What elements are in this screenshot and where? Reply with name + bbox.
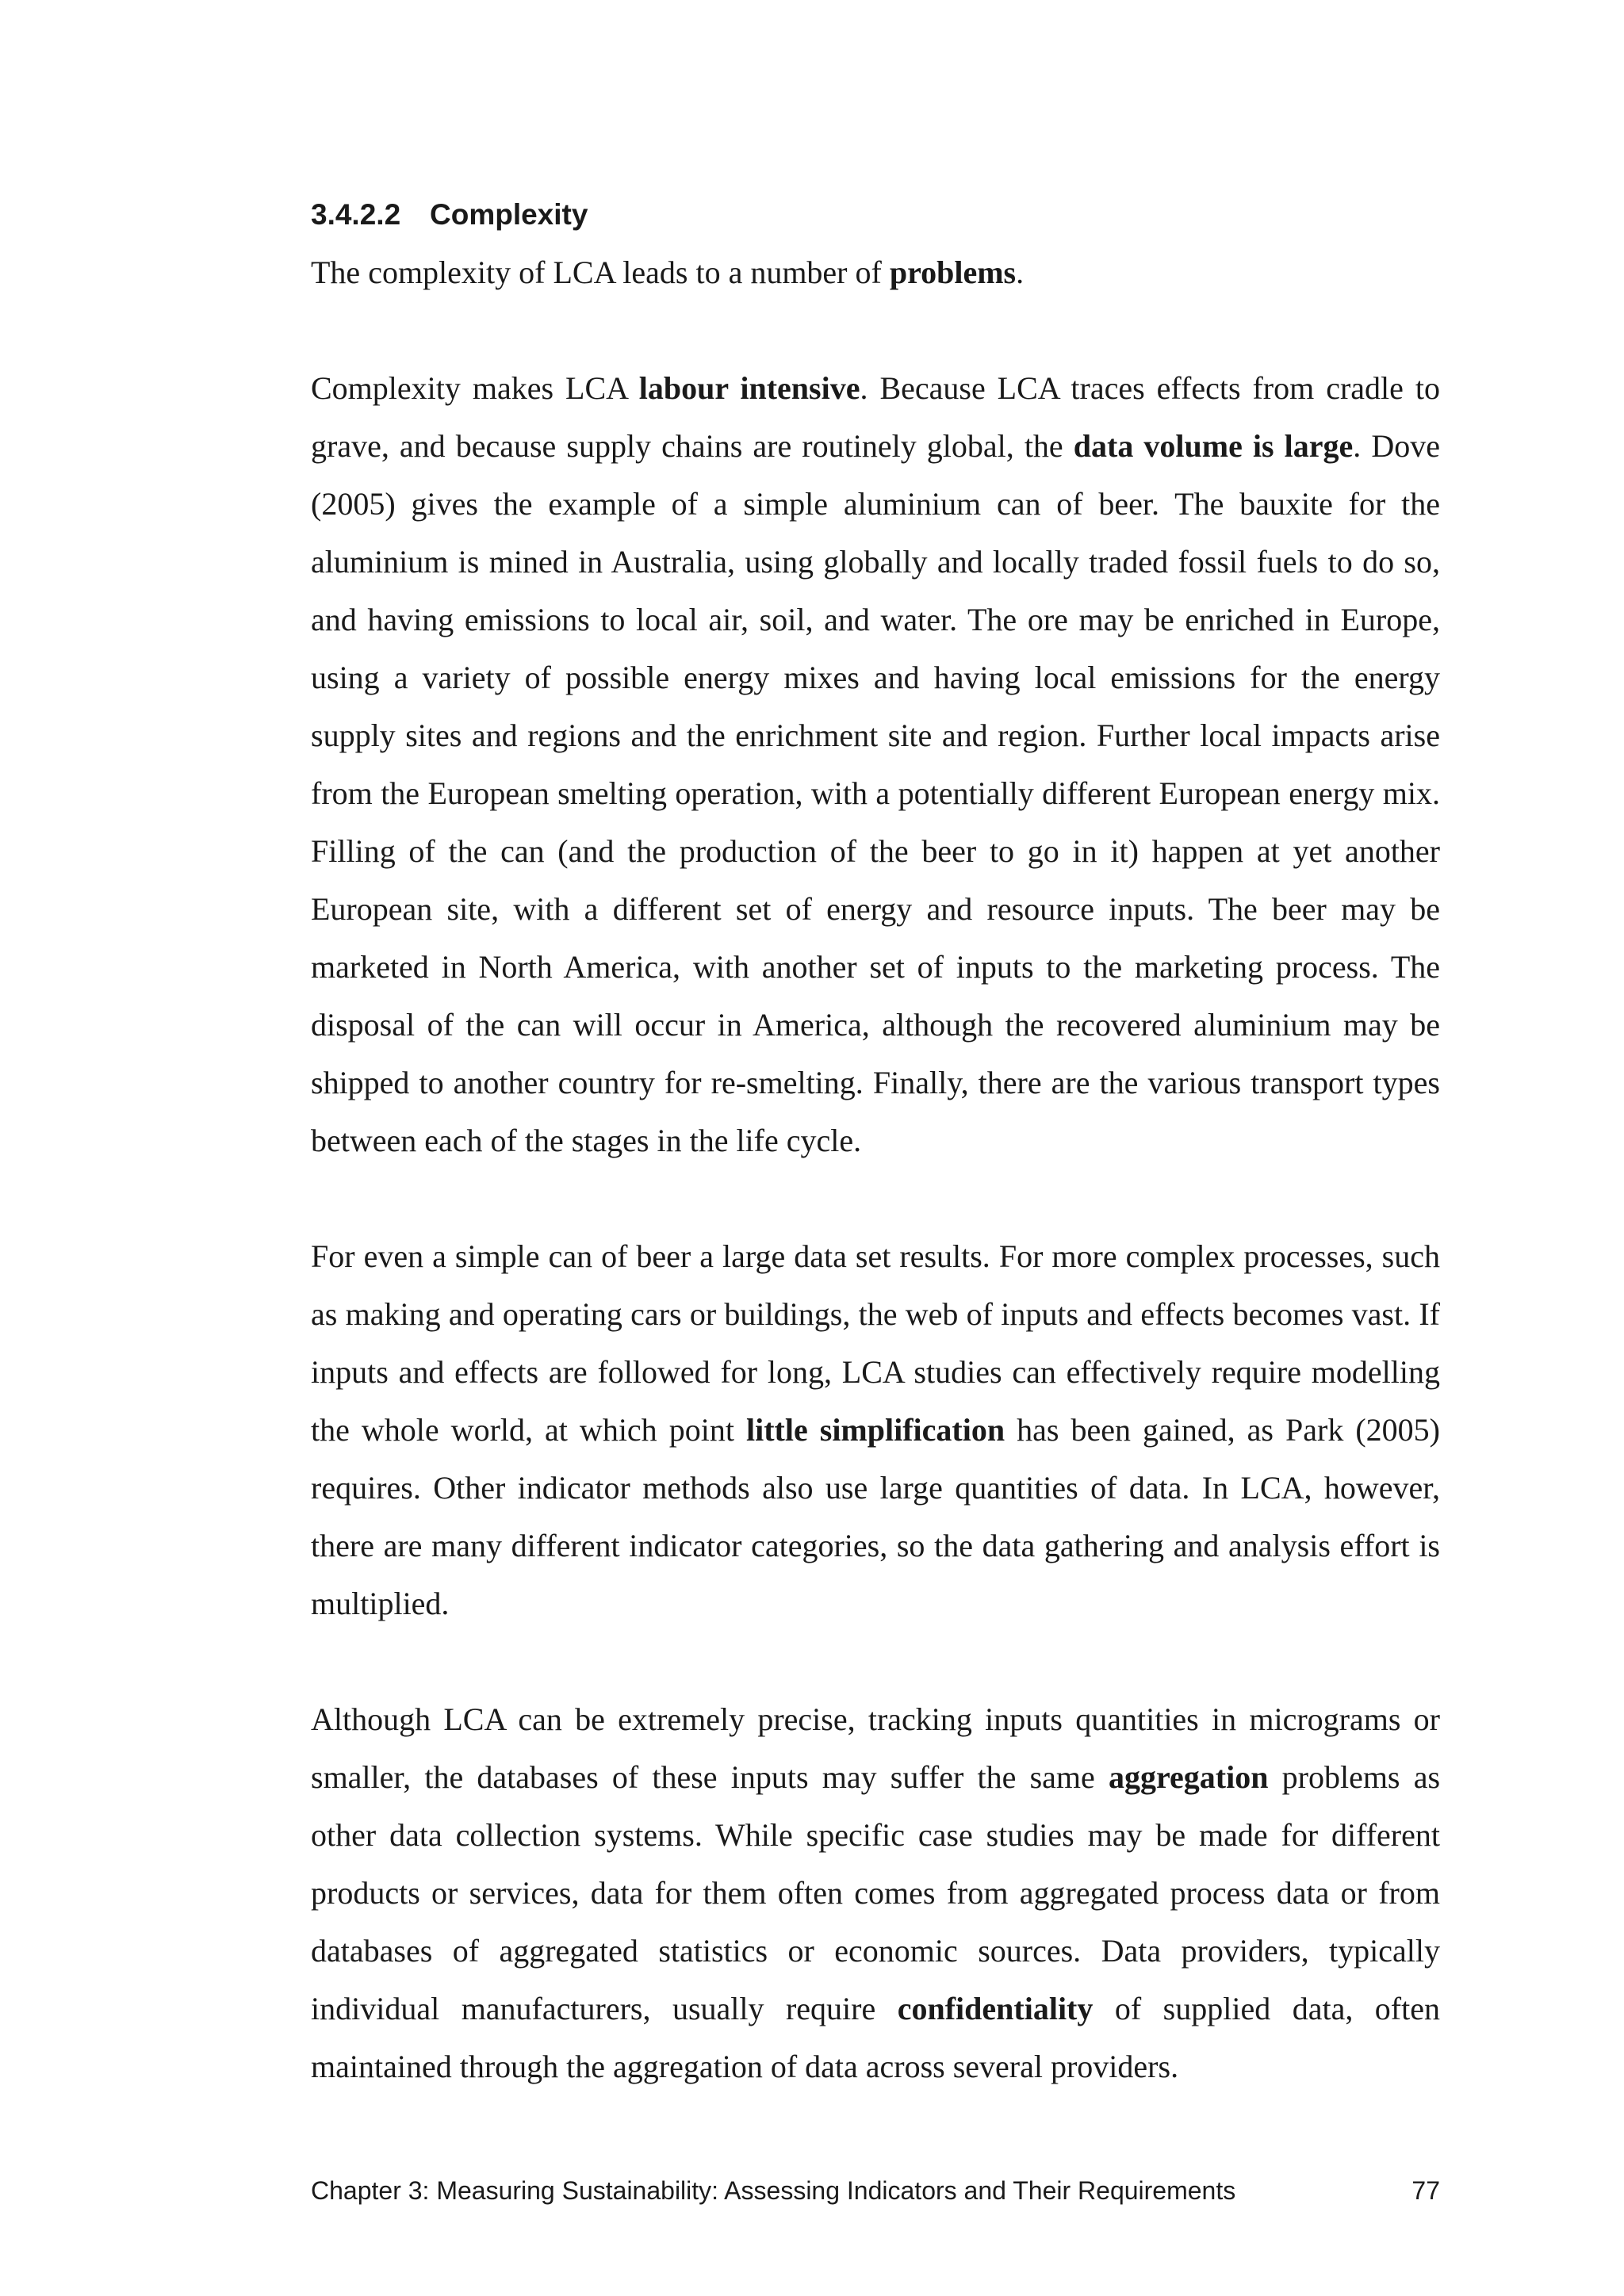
text-run: . Because LCA traces effects from cradle to grave, and because supply chains are routinely global, the	[311, 370, 1440, 464]
paragraph	[311, 243, 1440, 301]
text-run: Although LCA can be extremely precise, tracking inputs quantities in micrograms or smaller, the databases of these inputs may suffer the same	[311, 1701, 1440, 1795]
section-title: Complexity	[430, 198, 588, 231]
text-run: of supplied data, often maintained through the aggregation of data across several providers.	[311, 1991, 1440, 2084]
paragraph	[311, 1690, 1440, 2095]
text-run: problems as other data collection systems. While specific case studies may be made for different products or services, data for them often comes from aggregated process data or from databases of aggregated statistics or economic sources. Data providers, typically individual manufacturers, usually require	[311, 1759, 1441, 2026]
section-heading	[311, 193, 1440, 237]
paragraph	[311, 1227, 1440, 1632]
bold-term: little simplification	[745, 1412, 1005, 1448]
bold-term: aggregation	[1108, 1759, 1269, 1795]
bold-term: labour intensive	[638, 370, 860, 406]
section-number: 3.4.2.2	[311, 198, 401, 231]
bold-term: data volume is large	[1073, 428, 1354, 464]
page-number: 77	[1411, 2176, 1440, 2205]
bold-term: confidentiality	[897, 1991, 1094, 2026]
text-run: For even a simple can of beer a large data set results. For more complex processes, such as making and operating cars or buildings, the web of inputs and effects becomes vast. If inputs and effects are followed for long, LCA studies can effectively require modelling the whole world, at which point	[311, 1238, 1440, 1448]
text-run: . Dove (2005) gives the example of a simple aluminium can of beer. The bauxite for the aluminium is mined in Australia, using globally and locally traded fossil fuels to do so, and having emissions to local air, soil, and water. The ore may be enriched in Europe, using a variety of possible energy mixes and having local emissions for the energy supply sites and regions and the enrichment site and region. Further local impacts arise from the European smelting operation, with a potentially different European energy mix. Filling of the can (and the production of the beer to go in it) happen at yet another European site, with a different set of energy and resource inputs. The beer may be marketed in North America, with another set of inputs to the marketing process. The disposal of the can will occur in America, although the recovered aluminium may be shipped to another country for re-smelting. Finally, there are the various transport types between each of the stages in the life cycle.	[311, 428, 1440, 1158]
page-footer	[311, 2171, 1440, 2210]
text-run: has been gained, as Park (2005) requires. Other indicator methods also use large quantities of data. In LCA, however, there are many different indicator categories, so the data gathering and analysis effort is multiplied.	[311, 1412, 1441, 1621]
bold-term: problems	[889, 254, 1017, 290]
paragraph	[311, 359, 1440, 1169]
page-body	[311, 193, 1440, 2095]
footer-chapter-title: Chapter 3: Measuring Sustainability: Assessing Indicators and Their Requirements	[311, 2176, 1236, 2205]
text-run: Complexity makes LCA	[311, 370, 639, 406]
text-run: .	[1016, 254, 1025, 290]
text-run: The complexity of LCA leads to a number of	[311, 254, 890, 290]
